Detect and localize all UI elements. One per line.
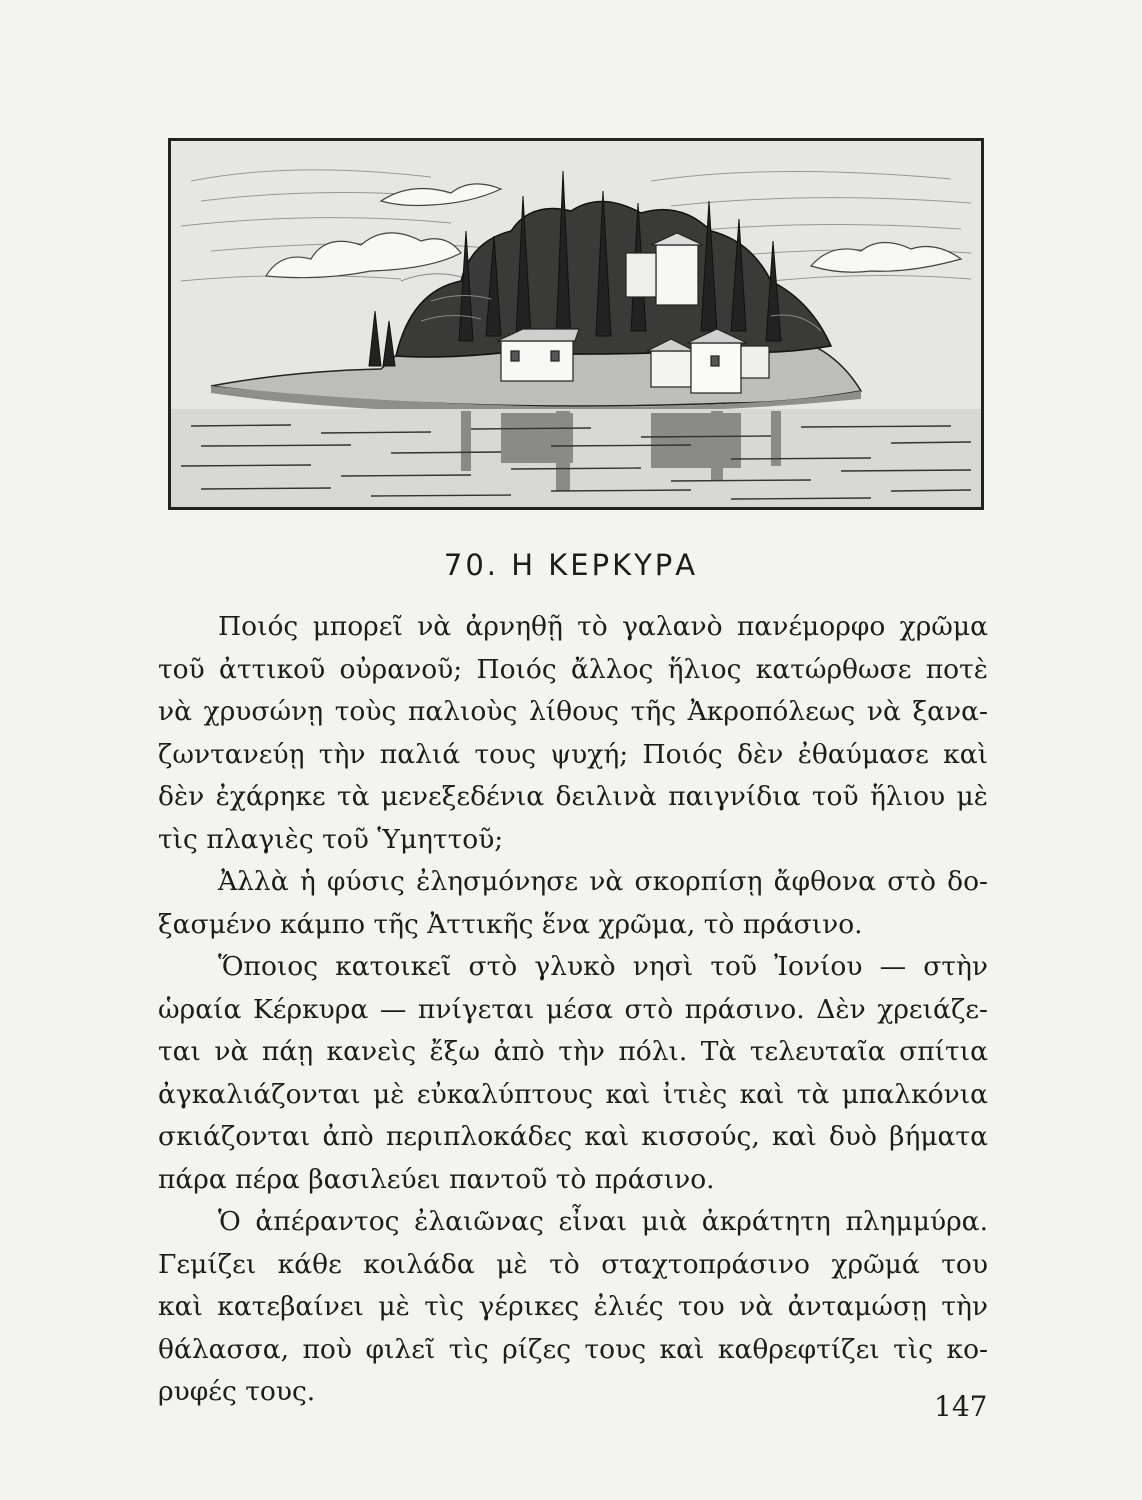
page-number: 147 xyxy=(934,1390,988,1423)
text-line: Ὁ ἀπέραντος ἐλαιῶνας εἶναι μιὰ ἀκράτητη πλημμύρα. xyxy=(218,1206,988,1237)
text-line: τὶς πλαγιὲς τοῦ Ὑμηττοῦ; xyxy=(158,823,504,855)
text-line: θάλασσα, ποὺ φιλεῖ τὶς ρίζες τους καὶ καθρεφτίζει τὶς κο- xyxy=(158,1333,988,1365)
text-line: ὡραία Κέρκυρα — πνίγεται μέσα στὸ πράσινο. Δὲν χρειάζε- xyxy=(158,993,988,1025)
text-line: καὶ κατεβαίνει μὲ τὶς γέρικες ἐλιές του νὰ ἀνταμώσῃ τὴν xyxy=(158,1291,988,1322)
chapter-title: 70. Η ΚΕΡΚΥΡΑ xyxy=(443,548,699,582)
text-line: σκιάζονται ἀπὸ περιπλοκάδες καὶ κισσούς, καὶ δυὸ βήματα xyxy=(158,1121,988,1152)
text-line: ται νὰ πάῃ κανεὶς ἔξω ἀπὸ τὴν πόλι. Τὰ τελευταῖα σπίτια xyxy=(158,1036,988,1067)
text-line: Ὅποιος κατοικεῖ στὸ γλυκὸ νησὶ τοῦ Ἰονίου — στὴν xyxy=(218,951,988,982)
text-line: Ἀλλὰ ἡ φύσις ἐλησμόνησε νὰ σκορπίσῃ ἄφθονα στὸ δο- xyxy=(218,866,988,897)
chapter-body xyxy=(158,606,988,1414)
text-line: νὰ χρυσώνῃ τοὺς παλιοὺς λίθους τῆς Ἀκροπόλεως νὰ ξανα- xyxy=(158,696,988,727)
text-line: Ποιός μπορεῖ νὰ ἀρνηθῇ τὸ γαλανὸ πανέμορφο χρῶμα xyxy=(218,611,988,642)
text-line: δὲν ἐχάρηκε τὰ μενεξεδένια δειλινὰ παιγνίδια τοῦ ἥλιου μὲ xyxy=(158,781,988,812)
text-line: πάρα πέρα βασιλεύει παντοῦ τὸ πράσινο. xyxy=(158,1163,715,1195)
text-line: ρυφές τους. xyxy=(158,1376,316,1407)
text-line: ἀγκαλιάζονται μὲ εὐκαλύπτους καὶ ἰτιὲς καὶ τὰ μπαλκόνια xyxy=(158,1078,988,1110)
text-line: ξασμένο κάμπο τῆς Ἀττικῆς ἕνα χρῶμα, τὸ πράσινο. xyxy=(158,908,863,940)
text-line: Γεμίζει κάθε κοιλάδα μὲ τὸ σταχτοπράσινο χρῶμά του xyxy=(158,1248,988,1280)
island-illustration xyxy=(168,138,984,510)
text-line: τοῦ ἀττικοῦ οὐρανοῦ; Ποιός ἄλλος ἥλιος κατώρθωσε ποτὲ xyxy=(158,653,988,685)
text-line: ζωντανεύῃ τὴν παλιά τους ψυχή; Ποιός δὲν ἐθαύμασε καὶ xyxy=(158,738,988,770)
